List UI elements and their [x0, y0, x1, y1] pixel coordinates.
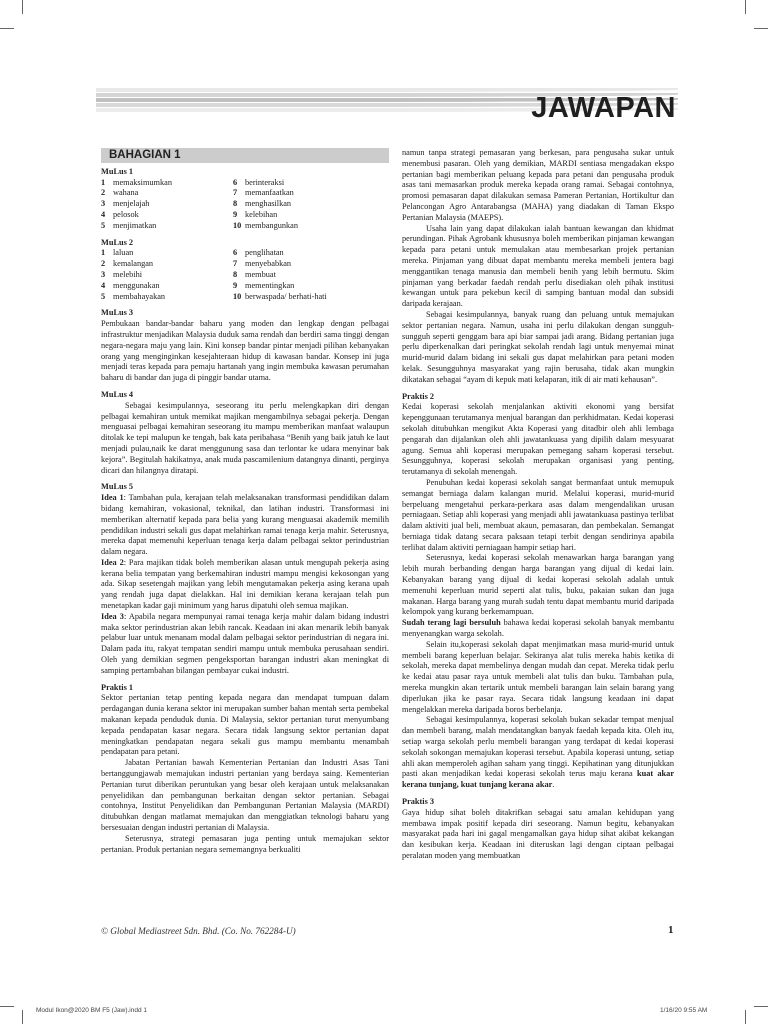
crop-mark: [0, 1006, 14, 1007]
praktis1-para: Usaha lain yang dapat dilakukan ialah bantuan kewangan dan khidmat perundingan. Pihak Agrobank khususnya boleh memberikan pinjaman kewangan kepada para petani untuk memulakan atau membesarkan projek pertanian mereka. Pinjaman yang dibuat dapat membantu mereka membeli jentera bagi menggantikan tenaga manusia dan membeli benih yang lebih bermutu. Skim pinjaman yang berkadar faedah rendah perlu disediakan oleh pihak institusi kewangan untuk para pekebun kecil di samping bantuan modal dan subsidi daripada kerajaan.: [402, 223, 674, 309]
mulus2-heading: MuLus 2: [101, 237, 134, 247]
item-number: 2: [101, 259, 106, 269]
praktis2-para: Selain itu,koperasi sekolah dapat menjimatkan masa murid-murid untuk membeli barang keperluan belajar. Sekiranya alat tulis mereka habis ketika di sekolah, mereka dapat membelinya dengan mudah dan cepat. Mereka tidak perlu ke kedai atau pasar raya untuk membeli alat tulis dan buku. Tambahan pula, mereka mungkin akan tertarik untuk membeli barangan lain selain barang yang diperlukan jika ke pasar raya. Secara tidak langsung keadaan ini dapat mengelakkan mereka daripada boros berbelanja.: [402, 639, 674, 714]
praktis1-para: Seterusnya, strategi pemasaran juga penting untuk memajukan sektor pertanian. Produk pertanian negara sememangnya berkualiti: [101, 833, 389, 854]
crop-mark: [22, 1010, 23, 1024]
item-number: 7: [233, 188, 238, 198]
item-number: 9: [233, 209, 238, 219]
item-answer: menggunakan: [113, 280, 160, 290]
item-answer: membuat: [245, 269, 276, 279]
item-number: 3: [101, 269, 106, 279]
item-answer: wahana: [113, 188, 139, 198]
item-number: 9: [233, 280, 238, 290]
mulus5-idea2: [101, 558, 389, 612]
praktis2-para: [402, 715, 674, 791]
item-answer: kemalangan: [113, 259, 154, 269]
copyright-footer: © Global Mediastreet Sdn. Bhd. (Co. No. 762284-U): [101, 926, 296, 936]
item-number: 10: [233, 291, 242, 301]
idea-text: : Para majikan tidak boleh memberikan alasan untuk mengupah pekerja asing kerana belia tempatan yang berkemahiran industri mampu mengisi kekosongan yang ada. Sikap sesetengah majikan yang lebih mengutamakan pekerja asing kerana upah yang rendah juga dapat dielakkan. Hal ini demikian kerana kerajaan telah pun menetapkan kadar gaji minimum yang harus dipatuhi oleh semua majikan.: [101, 557, 389, 611]
praktis2-para: [402, 618, 674, 640]
item-number: 10: [233, 220, 242, 230]
item-answer: penglihatan: [245, 248, 284, 258]
praktis1-heading: Praktis 1: [101, 682, 134, 692]
item-answer: membangunkan: [245, 220, 298, 230]
para-text: bahawa kedai koperasi sekolah banyak membantu menyenangkan warga sekolah.: [402, 618, 674, 639]
mulus1-list: [101, 178, 389, 232]
item-answer: memaksimumkan: [113, 177, 172, 187]
mulus2-list: [101, 248, 389, 302]
right-column: [402, 148, 674, 862]
item-answer: menghasilkan: [245, 199, 292, 209]
item-number: 3: [101, 199, 106, 209]
slug-filename: Modul Ikon@2020 BM F5 (Jaw).indd 1: [36, 1007, 148, 1014]
mulus4-text: Sebagai kesimpulannya, seseorang itu perlu melengkapkan diri dengan pelbagai kemahiran untuk memikat majikan mengambilnya sebagai pekerja. Dengan menguasai pelbagai kemahiran seseorang itu mampu memberikan manfaat walaupun ditolak ke tepi malupun ke tengah, bak kata peribahasa “Benih yang baik jatuh ke laut menjadi pulau,naik ke darat menggunung sasa dan terlontar ke udara menyinar bak kejora”. Begitulah hakikatnya, anak muda pascamilenium datangnya dinanti, perginya dicari dan hilangnya diratapi.: [101, 400, 389, 475]
item-number: 8: [233, 199, 238, 209]
mulus5-idea3: [101, 612, 389, 677]
crop-mark: [745, 0, 746, 14]
idea-label: Idea 3: [101, 611, 124, 621]
praktis1-para: Jabatan Pertanian bawah Kementerian Pertanian dan Industri Asas Tani bertanggungjawab memajukan industri pertanian yang berdaya saing. Kementerian Pertanian turut diberikan peruntukan yang besar oleh kerajaan untuk melaksanakan penyelidikan dan pembangunan berkaitan dengan sektor pertanian. Sebagai contohnya, Institut Penyelidikan dan Pembangunan Pertanian Malaysia (MARDI) ditubuhkan dengan matlamat memajukan dan menggiatkan teknologi baharu yang bersesuaian dengan industri pertanian di Malaysia.: [101, 758, 389, 833]
mulus5-heading: MuLus 5: [101, 482, 134, 492]
praktis1-para: namun tanpa strategi pemasaran yang berkesan, para pengusaha sukar untuk menembusi pasaran. Oleh yang demikian, MARDI sentiasa mengadakan ekspo pertanian bagi memberikan peluang kepada para petani dan pengusaha produk asas tani memasarkan produk mereka kepada orang ramai. Sebagai contohnya, promosi pemasaran dapat dilakukan semasa Pameran Pertanian, Hortikultur dan Pelancongan Agro Antarabangsa (MAHA) yang diadakan di Taman Ekspo Pertanian Malaysia (MAEPS).: [402, 148, 674, 222]
item-answer: memanfaatkan: [245, 188, 294, 198]
left-column: [101, 148, 389, 855]
page-title: JAWAPAN: [531, 92, 676, 124]
praktis2-heading: Praktis 2: [402, 391, 435, 401]
praktis3-para: Gaya hidup sihat boleh ditakrifkan sebagai satu amalan kehidupan yang membawa impak positif kepada diri seseorang. Namun begitu, kebanyakan masyarakat pada hari ini gagal mengamalkan gaya hidup sihat akibat kekangan dan kesibukan kerja. Keadaan ini diteruskan lagi dengan ciptaan pelbagai peralatan moden yang membuatkan: [402, 807, 674, 860]
mulus1-heading: MuLus 1: [101, 166, 134, 176]
idea-text: : Apabila negara mempunyai ramai tenaga kerja mahir dalam bidang industri maka sektor perindustrian akan lebih rancak. Keadaan ini akan menarik lebih banyak pelabur luar untuk menanam modal dalam pelbagai sektor perindustrian di negara ini. Dalam pada itu, rakyat tempatan sendiri mampu untuk membuka perusahaan sendiri. Oleh yang demikian segmen pengeksportan barangan industri akan meningkat di samping pertambahan bilangan pembayar cukai industri.: [101, 611, 390, 675]
item-answer: berwaspada/ berhati-hati: [245, 291, 327, 301]
item-number: 6: [233, 248, 238, 258]
item-answer: berinteraksi: [245, 177, 285, 187]
item-number: 2: [101, 188, 106, 198]
item-answer: kelebihan: [245, 209, 278, 219]
para-text: Sebagai kesimpulannya, koperasi sekolah bukan sekadar tempat menjual dan membeli barang, malah mendatangkan banyak faedah kepada kita. Oleh itu, setiap warga sekolah perlu membeli barangan yang terdapat di kedai koperasi sekolah sokongan memajukan koperasi tersebut. Apabila koperasi untung, setiap ahli akan memperoleh agihan saham yang tinggi. Kepihatinan yang ditunjukkan pasti akan menjadikan kedai koperasi sekolah terus maju kerana: [402, 715, 674, 779]
page-number: 1: [668, 924, 674, 936]
slug-date: 1/16/20 9:55 AM: [660, 1007, 708, 1014]
idea-text: : Tambahan pula, kerajaan telah melaksanakan transformasi pendidikan dalam bidang kemahiran, vokasional, teknikal, dan latihan industri. Transformasi ini memberikan alternatif kepada para belia yang kurang menguasai akademik memilih pendidikan industri sekali gus dapat melahirkan ramai tenaga kerja mahir. Seterusnya, mereka dapat memenuhi keperluan tenaga kerja dalam pelbagai sektor perindustrian dalam negara.: [101, 493, 389, 557]
praktis2-para: Kedai koperasi sekolah menjalankan aktiviti ekonomi yang bersifat kepenggunaan terutamanya menjual barangan dan perkhidmatan. Kedai koperasi sekolah ditubuhkan mengikut Akta Koperasi yang ditadbir oleh ahli lembaga pengarah dan dijalankan oleh ahli jawatankuasa yang dipilih dalam mesyuarat agung. Semua ahli koperasi merupakan pemegang saham koperasi tersebut. Sesungguhnya, koperasi sekolah merupakan organisasi yang penting, terutamanya di sekolah menengah.: [402, 402, 674, 477]
item-answer: menjelajah: [113, 199, 150, 209]
section-header: BAHAGIAN 1: [101, 148, 389, 163]
item-number: 5: [101, 291, 106, 301]
praktis1-para: Sebagai kesimpulannya, banyak ruang dan peluang untuk memajukan sektor pertanian negara. Namun, usaha ini perlu dilakukan dengan sungguh-sungguh seperti genggam bara api biar sampai jadi arang. Bidang pertanian juga perlu diperkenalkan dari peringkat sekolah rendah lagi untuk menyemai minat murid-murid dalam bidang ini sekali gus dapat melahirkan para petani moden kelak. Sesungguhnya masyarakat yang rajin berusaha, tidak akan mungkin dikatakan sebagai “ayam di kepuk mati kelaparan, itik di air mati kehausan”.: [402, 309, 674, 384]
mulus3-text: Pembukaan bandar-bandar baharu yang moden dan lengkap dengan pelbagai infrastruktur menjadikan Malaysia duduk sama rendah dan berdiri sama tinggi dengan negara-negara maju yang lain. Kini konsep bandar pintar menjadi pilihan kebanyakan orang yang menginginkan kesejahteraan hidup di kawasan bandar. Konsep ini juga menjadi teras kepada para pemaju hartanah yang ingin membuka kawasan perumahan baharu di bandar dan juga di pinggir bandar utama.: [101, 319, 389, 383]
item-answer: laluan: [113, 248, 134, 258]
item-answer: menyebabkan: [245, 259, 292, 269]
mulus5-idea1: [101, 493, 389, 558]
item-answer: pelosok: [113, 209, 139, 219]
crop-mark: [0, 28, 14, 29]
praktis3-heading: Praktis 3: [402, 797, 435, 807]
crop-mark: [754, 1006, 768, 1007]
crop-mark: [754, 28, 768, 29]
crop-mark: [22, 0, 23, 14]
item-number: 4: [101, 209, 106, 219]
item-number: 1: [101, 248, 106, 258]
item-answer: melebihi: [113, 269, 143, 279]
item-answer: membahayakan: [113, 291, 166, 301]
item-number: 5: [101, 220, 106, 230]
idiom-text: Sudah terang lagi bersuluh: [402, 618, 501, 628]
mulus4-heading: MuLus 4: [101, 389, 134, 399]
item-number: 8: [233, 269, 238, 279]
praktis2-para: Penubuhan kedai koperasi sekolah sangat bermanfaat untuk memupuk semangat berniaga dalam kalangan murid. Melalui koperasi, murid-murid berpeluang mengetahui perkara-perkara asas dalam mengendalikan urusan perniagaan. Setiap ahli koperasi yang menjadi ahli jawatankuasa pastinya terlibat dalam aktiviti jual beli, membuat akaun, pemasaran, dan pembekalan. Semangat berniaga tidak datang secara paksaan tetapi terbit dengan sendirinya apabila terlibat dalam aktiviti perniagaan hampir setiap hari.: [402, 477, 674, 552]
item-answer: mementingkan: [245, 280, 295, 290]
crop-mark: [745, 1010, 746, 1024]
idiom-text: kuat akar kerana tunjang, kuat tunjang kerana akar: [402, 769, 675, 790]
mulus3-heading: MuLus 3: [101, 308, 134, 318]
para-text: .: [552, 780, 555, 790]
item-answer: menjimatkan: [113, 220, 157, 230]
item-number: 4: [101, 280, 106, 290]
item-number: 7: [233, 259, 238, 269]
idea-label: Idea 1: [101, 493, 124, 503]
praktis2-para: Seterusnya, kedai koperasi sekolah menawarkan harga barangan yang lebih murah berbanding dengan harga barangan yang dijual di kedai lain. Kebanyakan barang yang dijual di kedai koperasi sekolah adalah untuk memenuhi keperluan murid seperti alat tulis, buku, pakaian sukan dan juga makanan. Harga barang yang murah sudah tentu dapat membantu murid daripada kelompok yang kurang berkemampuan.: [402, 553, 674, 617]
praktis1-para: Sektor pertanian tetap penting kepada negara dan mendapat tumpuan dalam perdagangan dunia kerana sektor ini merupakan sumber bahan mentah serta pembekal makanan kepada penduduk dunia. Di Malaysia, sektor pertanian turut menyumbang kepada pendapatan kasar negara. Secara tidak langsung sektor pertanian dapat meningkatkan pendapatan negara sekali gus mampu membantu menambah pendapatan para petani.: [101, 693, 389, 757]
item-number: 1: [101, 177, 106, 187]
idea-label: Idea 2: [101, 557, 124, 567]
item-number: 6: [233, 177, 238, 187]
